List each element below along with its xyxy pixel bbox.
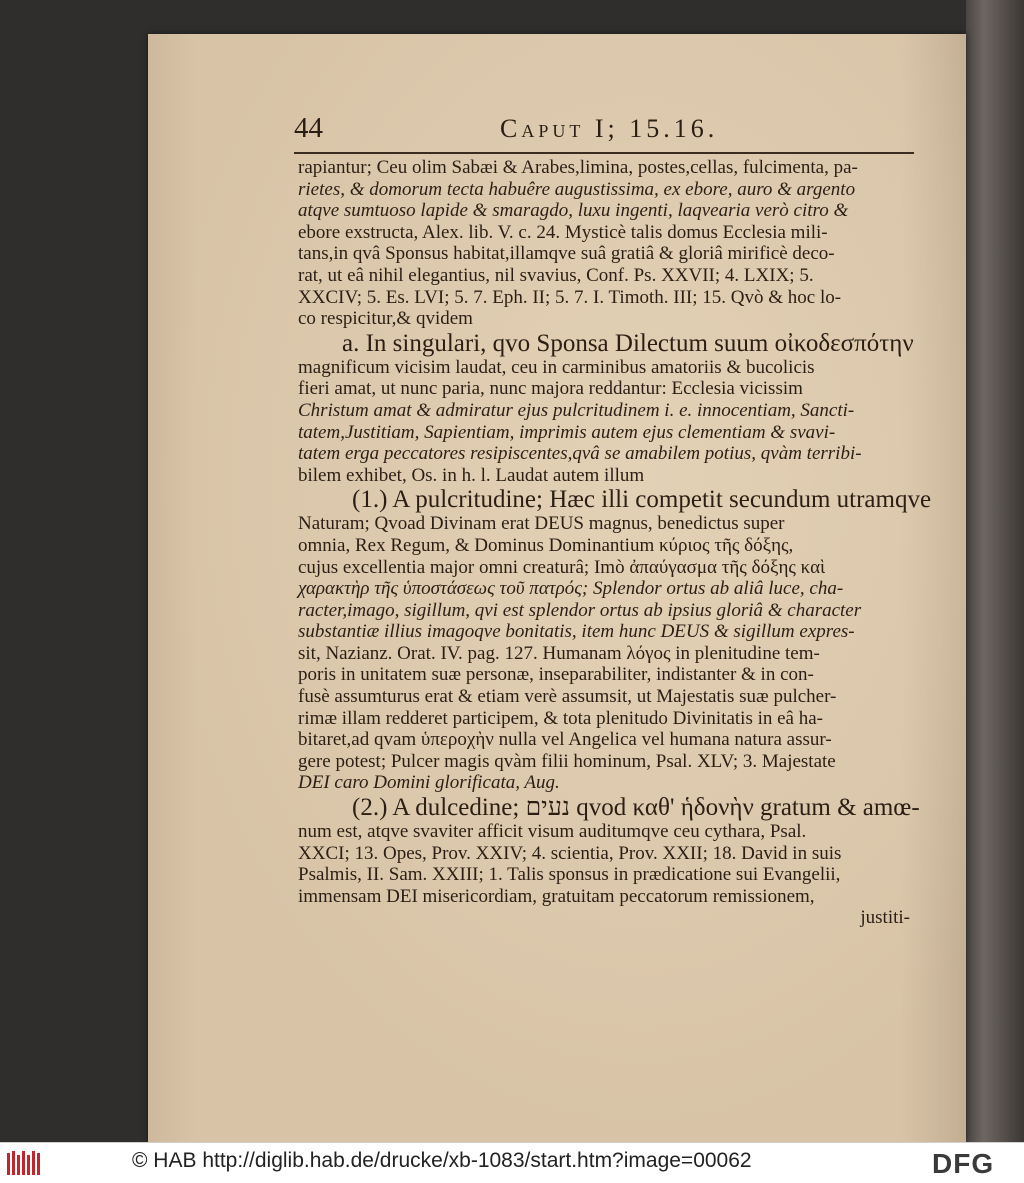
text-line: XXCIV; 5. Es. LVI; 5. 7. Eph. II; 5. 7. I. Timoth. III; 15. Qvò & hoc lo- (298, 286, 842, 308)
text-line: rietes, & domorum tecta habuêre augustissima, ex ebore, auro & argento (298, 178, 856, 200)
text-line: fieri amat, ut nunc paria, nunc majora reddantur: Ecclesia vicissim (298, 378, 803, 400)
text-line: tans,in qvâ Sponsus habitat,illamqve suâ gratiâ & gloriâ mirificè deco- (298, 243, 835, 265)
book-edge (966, 0, 1024, 1142)
text-line: tatem erga peccatores resipiscentes,qvâ se amabilem potius, qvàm terribi- (298, 443, 862, 465)
text-line: atqve sumtuoso lapide & smaragdo, luxu ingenti, laqvearia verò citro & (298, 200, 849, 222)
text-line: sit, Nazianz. Orat. IV. pag. 127. Humanam λόγος in plenitudine tem- (298, 642, 820, 664)
text-line: immensam DEI misericordiam, gratuitam peccatorum remissionem, (298, 885, 815, 907)
hab-logo-icon[interactable] (6, 1149, 42, 1177)
running-head: Caput I; 15.16. (500, 114, 719, 143)
text-line: co respicitur,& qvidem (298, 308, 473, 330)
section-heading: (2.) A dulcedine; נעים qvod καθ' ἡδονὴν gratum & amœ- (352, 794, 920, 822)
text-line: rimæ illam redderet participem, & tota plenitudo Divinitatis in eâ ha- (298, 707, 823, 729)
text-line: bitaret,ad qvam ὑπεροχὴν nulla vel Angelica vel humana natura assur- (298, 729, 832, 751)
header-rule (294, 152, 914, 154)
footer-bar (0, 1142, 1024, 1183)
text-line: fusè assumturus erat & etiam verè assumsit, ut Majestatis suæ pulcher- (298, 686, 837, 708)
page-header (294, 112, 914, 152)
catchword: justiti- (860, 907, 910, 929)
text-line: Psalmis, II. Sam. XXIII; 1. Talis sponsus in prædicatione sui Evangelii, (298, 864, 841, 886)
text-line: Naturam; Qvoad Divinam erat DEUS magnus, benedictus super (298, 513, 785, 535)
text-line: XXCI; 13. Opes, Prov. XXIV; 4. scientia, Prov. XXII; 18. David in suis (298, 842, 842, 864)
text-line: rapiantur; Ceu olim Sabæi & Arabes,limina, postes,cellas, fulcimenta, pa- (298, 157, 858, 178)
copyright-link[interactable]: © HAB http://diglib.hab.de/drucke/xb-1083/start.htm?image=00062 (132, 1149, 752, 1172)
text-line: cujus excellentia major omni creaturâ; Imò ἀπαύγασμα τῆς δόξης καὶ (298, 556, 826, 578)
text-line: χαρακτὴρ τῆς ὑποστάσεως τοῦ πατρός; Splendor ortus ab aliâ luce, cha- (298, 578, 844, 600)
text-line: DEI caro Domini glorificata, Aug. (298, 772, 560, 794)
section-heading: a. In singulari, qvo Sponsa Dilectum suum οἰκοδεσπότην (342, 329, 914, 357)
text-line: poris in unitatem suæ personæ, inseparabiliter, indistanter & in con- (298, 664, 814, 686)
text-line: omnia, Rex Regum, & Dominus Dominantium κύριος τῆς δόξης, (298, 534, 794, 556)
text-line: num est, atqve svaviter afficit visum auditumqve ceu cythara, Psal. (298, 821, 807, 843)
text-line: racter,imago, sigillum, qvi est splendor ortus ab ipsius gloriâ & character (298, 599, 862, 621)
text-line: Christum amat & admiratur ejus pulcritudinem i. e. innocentiam, Sancti- (298, 399, 855, 421)
text-line: ebore exstructa, Alex. lib. V. c. 24. Mysticè talis domus Ecclesia mili- (298, 221, 828, 243)
page-number: 44 (294, 112, 323, 144)
text-line: magnificum vicisim laudat, ceu in carminibus amatoriis & bucolicis (298, 356, 815, 378)
text-line: tatem,Justitiam, Sapientiam, imprimis autem ejus clementiam & svavi- (298, 421, 836, 443)
text-line: rat, ut eâ nihil elegantius, nil svavius, Conf. Ps. XXVII; 4. LXIX; 5. (298, 264, 814, 286)
text-line: bilem exhibet, Os. in h. l. Laudat autem illum (298, 464, 645, 486)
text-line: gere potest; Pulcer magis qvàm filii hominum, Psal. XLV; 3. Majestate (298, 750, 836, 772)
dfg-logo[interactable]: DFG (932, 1148, 995, 1179)
text-line: substantiæ illius imagoqve bonitatis, item hunc DEUS & sigillum expres- (298, 621, 855, 643)
body-text (298, 157, 932, 929)
section-heading: (1.) A pulcritudine; Hæc illi competit secundum utramqve (352, 486, 932, 514)
